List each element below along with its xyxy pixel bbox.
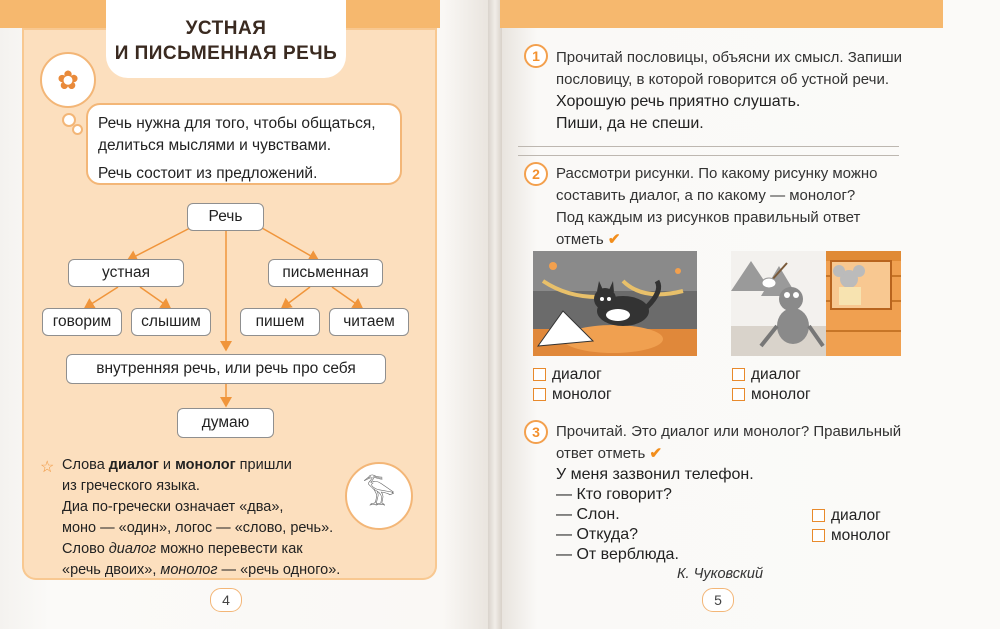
image1-option-monolog[interactable]: монолог <box>533 385 612 405</box>
checkbox[interactable] <box>732 388 745 401</box>
task2-instructions: Рассмотри рисунки. По какому рисунку можно составить диалог, а по какому — монолог? Под каждым из рисунков правильный ответ отметь ✔ <box>556 165 878 248</box>
task-number-2: 2 <box>524 162 548 186</box>
stork-icon: 𓅣 <box>345 462 413 530</box>
author-name: К. Чуковский <box>677 566 764 582</box>
diagram-written: письменная <box>268 259 383 287</box>
diagram-speak: говорим <box>42 308 122 336</box>
page-number-right: 5 <box>702 588 734 612</box>
diagram-write: пишем <box>240 308 320 336</box>
checkbox[interactable] <box>533 388 546 401</box>
checkbox[interactable] <box>732 368 745 381</box>
checkbox[interactable] <box>812 529 825 542</box>
task3-option-monolog[interactable]: монолог <box>812 526 891 546</box>
dialogue-text: У меня зазвонил телефон. — Кто говорит? — Слон. — Откуда? — От верблюда. <box>556 466 754 563</box>
frog-mouse-illustration <box>731 251 901 356</box>
diagram-read: читаем <box>329 308 409 336</box>
task3-option-dialog[interactable]: диалог <box>812 506 881 526</box>
task3-instructions: Прочитай. Это диалог или монолог? Правильный ответ отметь ✔ <box>556 423 902 462</box>
writing-line <box>518 146 899 147</box>
diagram-root: Речь <box>187 203 264 231</box>
task-number-1: 1 <box>524 44 548 68</box>
image2-option-monolog[interactable]: монолог <box>732 385 811 405</box>
checkbox[interactable] <box>533 368 546 381</box>
fairy-icon: ✿ <box>40 52 96 108</box>
check-mark-icon: ✔ <box>649 445 663 462</box>
speech-text: Речь состоит из предложений. <box>98 165 318 182</box>
title-line-2: И ПИСЬМЕННАЯ РЕЧЬ <box>114 43 338 64</box>
check-mark-icon: ✔ <box>607 231 621 248</box>
diagram-hear: слышим <box>131 308 211 336</box>
diagram-think: думаю <box>177 408 274 438</box>
title-line-1: УСТНАЯ <box>185 18 267 39</box>
task-number-3: 3 <box>524 420 548 444</box>
checkbox[interactable] <box>812 509 825 522</box>
image1-option-dialog[interactable]: диалог <box>533 365 602 385</box>
image2-option-dialog[interactable]: диалог <box>732 365 801 385</box>
diagram-inner: внутренняя речь, или речь про себя <box>66 354 386 384</box>
note-text: Слова диалог и монолог пришли из греческого языка. Диа по-гречески означает «два», моно — «один», логос — «слово, речь». Слово диалог можно перевести как «речь двоих», монолог — «речь одного». <box>62 457 341 578</box>
diagram-oral: устная <box>68 259 184 287</box>
speech-text: Речь нужна для того, чтобы общаться, делиться мыслями и чувствами. <box>98 115 376 154</box>
task1-proverbs: Хорошую речь приятно слушать. Пиши, да не спеши. <box>556 93 801 132</box>
star-icon: ☆ <box>40 459 55 476</box>
cat-illustration <box>533 251 697 356</box>
writing-line <box>518 155 899 156</box>
page-number-left: 4 <box>210 588 242 612</box>
task1-instructions: Прочитай пословицы, объясни их смысл. Запиши пословицу, в которой говорится об устной речи. <box>556 49 903 88</box>
